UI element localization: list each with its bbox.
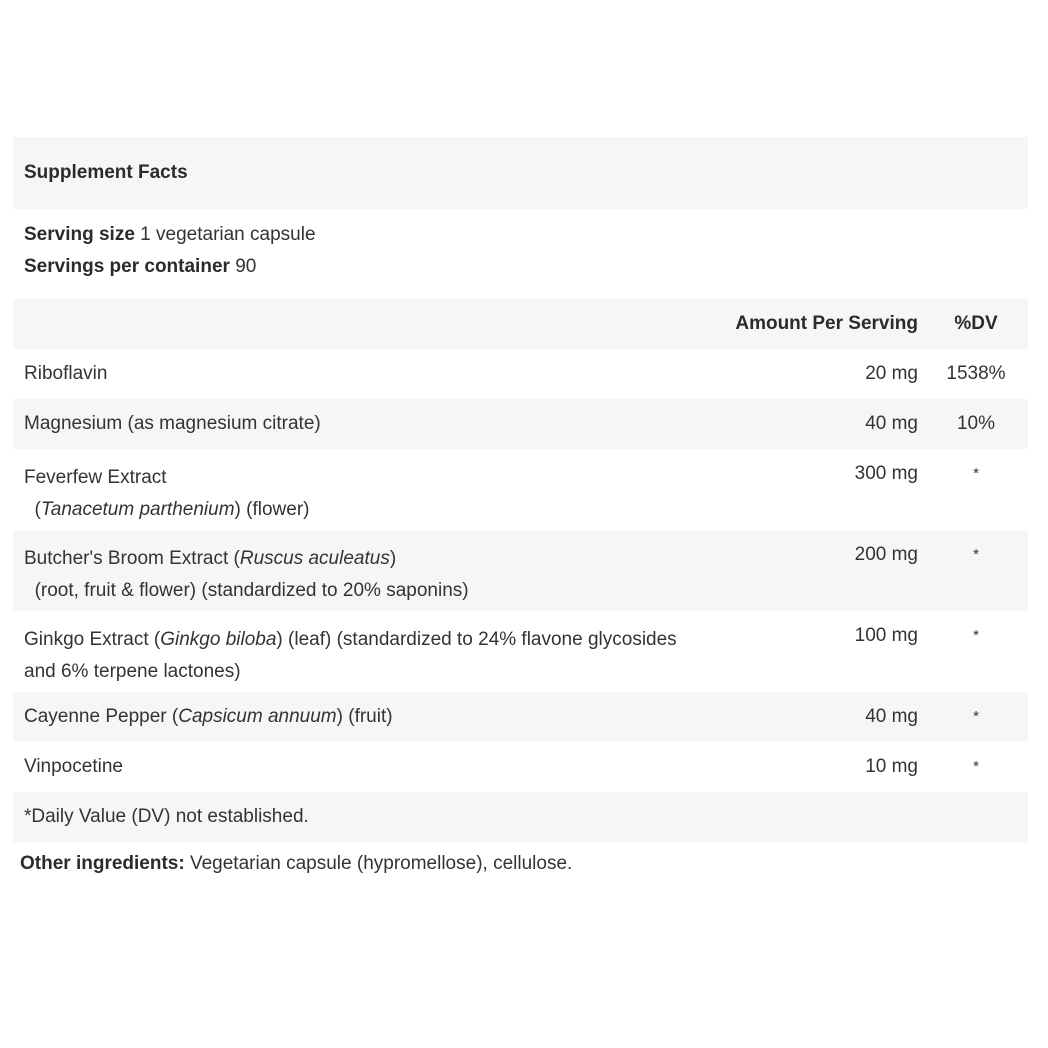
serving-info [13,209,1028,299]
other-ingredients-value: Vegetarian capsule (hypromellose), cellulose. [189,853,573,874]
ingredient-name-prefix: Ginkgo Extract ( [24,629,161,650]
ingredient-amount: 10 mg [865,756,918,777]
ingredient-name-suffix: ) (fruit) [336,706,393,727]
ingredient-name-suffix: ) [389,548,397,569]
ingredient-name [24,624,794,688]
table-row [13,349,1028,399]
ingredient-dv: * [973,708,979,725]
table-header-row [13,299,1028,349]
serving-size-label: Serving size [24,224,135,245]
table-row [13,399,1028,449]
ingredient-amount: 20 mg [865,363,918,384]
table-row [13,611,1028,692]
other-ingredients [20,848,572,880]
ingredient-name-line-1: Feverfew Extract [24,467,167,488]
table-row [13,449,1028,530]
ingredient-dv: 10% [956,413,996,434]
supplement-facts-panel [13,137,1028,842]
servings-per-container-value: 90 [235,256,257,277]
dv-footnote: *Daily Value (DV) not established. [24,806,309,827]
ingredient-name: Vinpocetine [24,756,123,777]
serving-size-value: 1 vegetarian capsule [140,224,316,245]
ingredient-name-line-1 [24,543,794,575]
panel-title: Supplement Facts [13,137,1028,209]
botanical-name: Ruscus aculeatus [239,548,390,569]
table-row [13,742,1028,792]
table-row [13,692,1028,742]
botanical-name: Capsicum annuum [178,706,337,727]
ingredient-name-line-2 [24,575,794,607]
ingredient-name-line-2: and 6% terpene lactones) [24,661,241,682]
amount-header: Amount Per Serving [735,313,918,334]
ingredient-name: Magnesium (as magnesium citrate) [24,413,321,434]
ingredient-dv: * [973,465,979,482]
ingredient-name-line-2: (Tanacetum parthenium) (flower) [24,499,310,520]
ingredient-name: Riboflavin [24,363,108,384]
table-row [13,530,1028,611]
ingredient-amount: 40 mg [865,706,918,727]
ingredient-dv: * [973,758,979,775]
ingredient-amount: 200 mg [854,544,918,565]
ingredient-dv: 1538% [946,363,1006,384]
botanical-name: Ginkgo biloba [160,629,277,650]
ingredient-name-prefix: Cayenne Pepper ( [24,706,179,727]
ingredient-name-suffix: ) (flower) [234,499,310,520]
servings-per-container-line [24,251,1028,283]
ingredient-dv: * [973,627,979,644]
other-ingredients-label: Other ingredients: [20,853,185,874]
ingredient-name-line-1 [24,624,794,656]
ingredient-amount: 300 mg [854,463,918,484]
dv-footnote-row [13,792,1028,842]
ingredient-dv: * [973,546,979,563]
ingredient-detail: (root, fruit & flower) (standardized to 20% saponins) [34,580,469,601]
servings-per-container-label: Servings per container [24,256,230,277]
ingredient-name [24,462,794,526]
ingredient-name-suffix: ) (leaf) (standardized to 24% flavone glycosides [276,629,677,650]
serving-size-line [24,219,1028,251]
ingredient-amount: 40 mg [865,413,918,434]
dv-header: %DV [954,313,998,334]
ingredient-amount: 100 mg [854,625,918,646]
ingredient-name [24,701,794,733]
ingredient-name [24,543,794,607]
botanical-name: Tanacetum parthenium [40,499,235,520]
ingredient-name-prefix: Butcher's Broom Extract ( [24,548,240,569]
